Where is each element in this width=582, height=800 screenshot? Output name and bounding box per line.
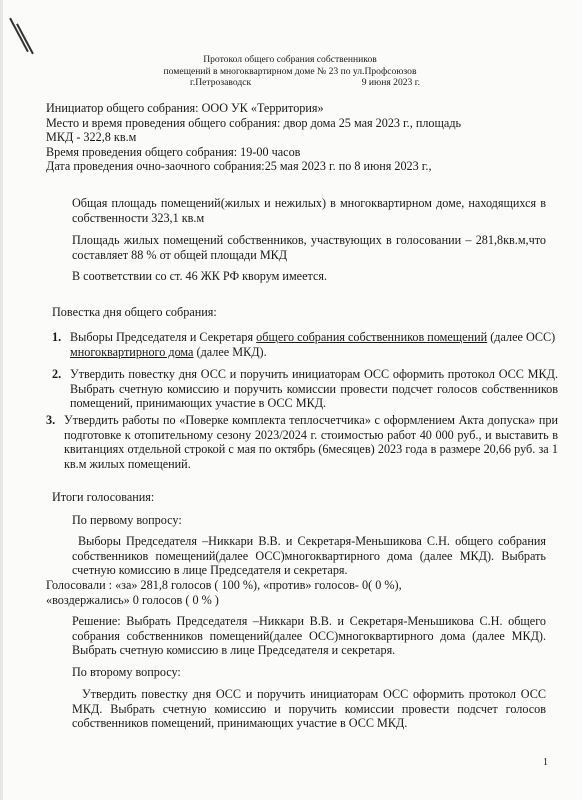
document-header [140, 54, 440, 89]
initiator-line: Инициатор общего собрания: ООО УК «Территория» [46, 101, 324, 115]
agenda-item-3 [46, 413, 562, 471]
agenda-item-2 [52, 367, 562, 411]
header-city-date [140, 77, 440, 89]
agenda-item-text: Утвердить работы по «Поверке комплекта теплосчетчика» с оформлением Акта допуска» при подготовке к отопительному сезону 2023/2024 г. стоимостью работ 40 000 руб., и выставить в квитанциях отдельной строкой с мая по октябрь (6месяцев) 2023 года в размере 20,66 руб. за 1 кв.м жилых помещений. [64, 413, 558, 471]
scan-edge [0, 0, 3, 800]
results-title: Итоги голосования: [52, 490, 155, 504]
page-number: 1 [543, 757, 548, 768]
agenda-item-number: 2. [52, 367, 62, 381]
agenda-item-number: 1. [52, 330, 62, 344]
vote-line-2: «воздержались» 0 голосов ( 0 % ) [46, 592, 219, 607]
question-1-title: По первому вопросу: [72, 513, 182, 527]
header-title-line2: помещений в многоквартирном доме № 23 по ул.Профсоюзов [163, 65, 417, 77]
agenda-item-1-pre: Выборы Председателя и Секретаря [70, 330, 257, 344]
agenda-item-1-post: (далее МКД). [193, 344, 267, 359]
question-2-text: Утвердить повестку дня ОСС и поручить инициаторам ОСС оформить протокол ОСС МКД. Выбрать счетную комиссию и поручить комиссии провести подсчет голосов собственников помещений, принимающих участие в ОСС МКД. [72, 687, 546, 731]
meeting-info [46, 101, 546, 174]
header-city: г.Петрозаводск [190, 77, 252, 88]
question-1-text: Выборы Председателя –Никкари В.В. и Секретаря-Меньшикова С.Н. общего собрания собственников помещений(далее ОСС)многоквартирного дома (далее МКД). Выбрать счетную комиссию в лице Председателя и секретаря. [72, 534, 546, 578]
agenda-item-1-mid: (далее ОСС) [487, 330, 556, 344]
place-line: Место и время проведения общего собрания: двор дома 25 мая 2023 г., площадь [46, 115, 462, 130]
question-2-title: По второму вопросу: [72, 665, 181, 679]
time-line: Время проведения общего собрания: 19-00 часов [46, 144, 301, 159]
header-title-line1: Протокол общего собрания собственников [203, 54, 377, 65]
header-date: 9 июня 2023 г. [361, 77, 420, 88]
agenda-item-1-underlined-2: многоквартирного дома [70, 344, 194, 359]
agenda-title: Повестка дня общего собрания: [52, 305, 217, 319]
vote-line-1: Голосовали : «за» 281,8 голосов ( 100 %), «против» голосов- 0( 0 %), [46, 578, 402, 592]
area-line: МКД - 322,8 кв.м [46, 130, 137, 145]
dates-line: Дата проведения очно-заочного собрания:25 мая 2023 г. по 8 июня 2023 г., [46, 159, 432, 174]
agenda-item-text: Утвердить повестку дня ОСС и поручить инициаторам ОСС оформить протокол ОСС МКД. Выбрать счетную комиссию и поручить комиссии провести подсчет голосов собственников помещений, принимающих участие в ОСС МКД. [70, 367, 558, 411]
decision-paragraph: Решение: Выбрать Председателя –Никкари В.В. и Секретаря-Меньшикова С.Н. общего собрания собственников помещений(далее ОСС)многоквартирного дома (далее МКД). Выбрать счетную комиссию в лице Председателя и секретаря. [72, 614, 546, 658]
quorum-line: В соответствии со ст. 46 ЖК РФ кворум имеется. [72, 269, 328, 283]
agenda-item-number: 3. [46, 413, 56, 427]
total-area-paragraph: Общая площадь помещений(жилых и нежилых) в многоквартирном доме, находящихся в собственности 323,1 кв.м [72, 196, 546, 225]
pen-mark [9, 18, 28, 52]
agenda-item-text [70, 330, 558, 359]
vote-results [46, 578, 556, 607]
agenda-item-1 [52, 330, 562, 359]
agenda-item-1-underlined-1: общего собрания собственников помещений [256, 330, 488, 344]
voting-area-paragraph: Площадь жилых помещений собственников, участвующих в голосовании – 281,8кв.м,что составляет 88 % от общей площади МКД [72, 233, 546, 262]
